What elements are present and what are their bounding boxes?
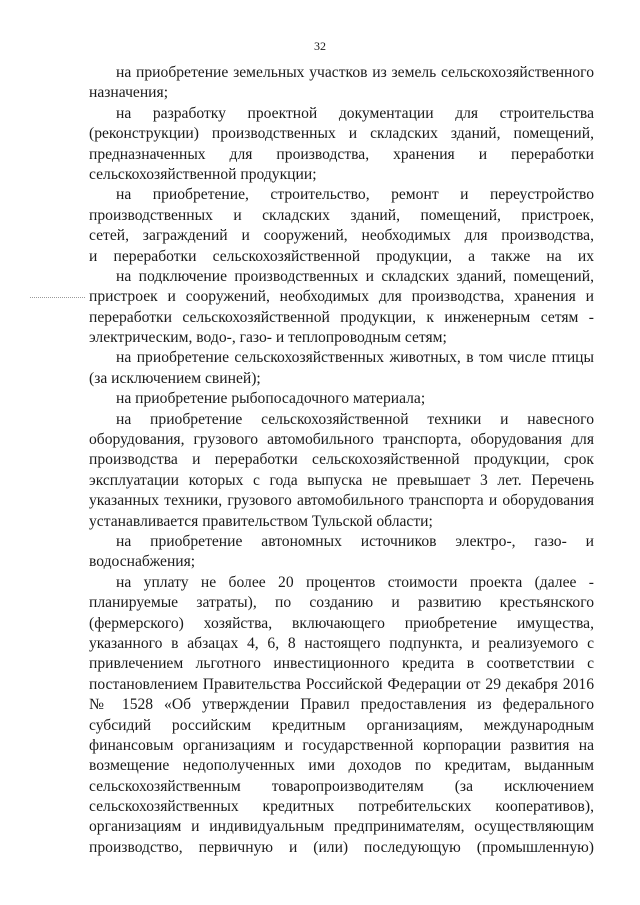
text-line: субсидий российским кредитным организациям, международным <box>89 716 594 734</box>
text-line: на приобретение рыбопосадочного материала; <box>116 390 426 408</box>
text-line: на приобретение, строительство, ремонт и переустройство <box>116 186 594 204</box>
text-line: на приобретение сельскохозяйственных животных, в том числе птицы <box>116 349 594 367</box>
document-body <box>89 63 594 858</box>
text-line: и переработки сельскохозяйственной продукции, а также на их <box>89 247 594 265</box>
text-line: на разработку проектной документации для строительства <box>116 104 594 122</box>
text-line: планируемые затраты), по созданию и развитию крестьянского <box>89 594 594 612</box>
text-line: на подключение производственных и складских зданий, помещений, <box>116 267 594 285</box>
text-line: на приобретение сельскохозяйственной техники и навесного <box>116 410 594 428</box>
text-line: назначения; <box>89 84 169 102</box>
text-line: на приобретение земельных участков из земель сельскохозяйственного <box>116 64 594 81</box>
text-line: на уплату не более 20 процентов стоимости проекта (далее - <box>116 573 594 591</box>
text-line: организациям и индивидуальным предпринимателям, осуществляющим <box>89 818 594 836</box>
text-line: переработки сельскохозяйственной продукции, к инженерным сетям - <box>89 308 594 326</box>
text-line: пристроек и сооружений, необходимых для производства, хранения и <box>89 288 594 306</box>
text-line: на приобретение автономных источников электро-, газо- и <box>116 532 594 550</box>
scan-artifact-mark <box>30 297 85 298</box>
text-line: производство, первичную и (или) последующую (промышленную) <box>89 838 594 856</box>
text-line: электрическим, водо-, газо- и теплопроводным сетям; <box>89 329 447 347</box>
text-line: предназначенных для производства, хранения и переработки <box>89 145 594 163</box>
text-line: возмещение недополученных ими доходов по кредитам, выданным <box>89 757 594 775</box>
text-line: постановлением Правительства Российской Федерации от 29 декабря 2016 <box>89 675 594 693</box>
text-line: сетей, заграждений и сооружений, необходимых для производства, <box>89 227 594 245</box>
text-line: производства и переработки сельскохозяйственной продукции, срок <box>89 451 594 469</box>
text-line: сельскохозяйственной продукции; <box>89 165 317 183</box>
text-line: (фермерского) хозяйства, включающего приобретение имущества, <box>89 614 594 632</box>
text-line: сельскохозяйственным товаропроизводителям (за исключением <box>89 777 594 795</box>
text-line: эксплуатации которых с года выпуска не превышает 3 лет. Перечень <box>89 471 594 489</box>
text-line: финансовым организациям и государственной корпорации развития на <box>89 736 594 754</box>
text-line: сельскохозяйственных кредитных потребительских кооперативов), <box>89 798 594 816</box>
text-line: оборудования, грузового автомобильного транспорта, оборудования для <box>89 431 594 449</box>
text-line: (реконструкции) производственных и складских зданий, помещений, <box>89 125 594 143</box>
text-line: водоснабжения; <box>89 553 196 571</box>
text-line: указанного в абзацах 4, 6, 8 настоящего подпункта, и реализуемого с <box>89 634 594 652</box>
text-line: № 1528 «Об утверждении Правил предоставления из федерального <box>89 696 594 714</box>
text-line: указанных техники, грузового автомобильного транспорта и оборудования <box>89 492 594 510</box>
text-line: (за исключением свиней); <box>89 369 261 387</box>
text-line: производственных и складских зданий, помещений, пристроек, <box>89 206 594 224</box>
page-number: 32 <box>314 39 326 53</box>
text-line: устанавливается правительством Тульской области; <box>89 512 433 530</box>
text-line: привлечением льготного инвестиционного кредита в соответствии с <box>89 655 594 673</box>
